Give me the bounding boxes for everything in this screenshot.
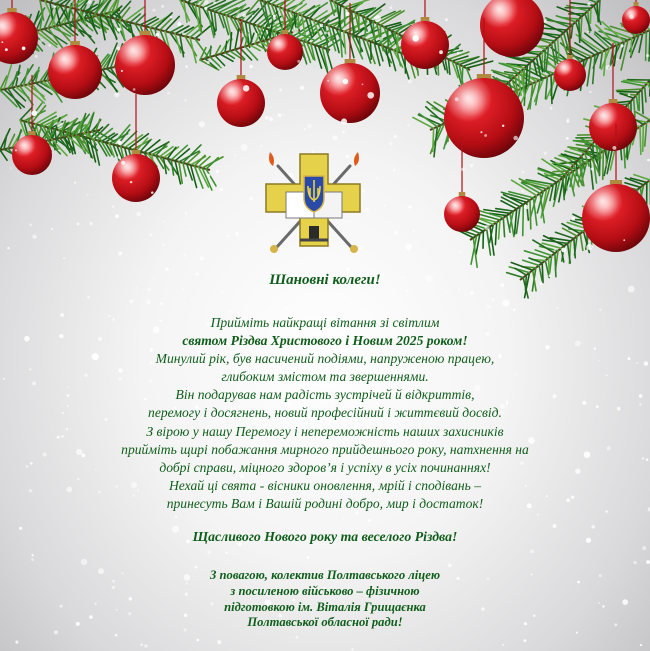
signature-line: підготовкою ім. Віталія Грищаєнка	[224, 599, 426, 614]
ornament-icon	[112, 94, 160, 202]
ornament-icon	[401, 0, 449, 69]
greeting-heading: Шановні колеги!	[269, 272, 381, 288]
signature-block	[0, 568, 650, 631]
signature-line: з посиленою військово – фізичною	[230, 583, 420, 598]
ornament-icon	[480, 0, 544, 57]
ornament-icon	[622, 0, 650, 34]
body-line: глибоким змістом та звершеннями.	[221, 369, 429, 385]
body-line: З вірою у нашу Перемогу і непереможність наших захисників	[146, 423, 504, 439]
body-line: прийміть щирі побажання мирного прийдешнього року, натхнення на	[121, 441, 529, 457]
body-line: Він подарував нам радість зустрічей й відкриттів,	[175, 387, 475, 403]
holiday-wish: Щасливого Нового року та веселого Різдва!	[192, 529, 458, 544]
signature-line: Полтавської обласної ради!	[247, 615, 403, 630]
body-line: перемогу і досягнень, новий професійний і життєвий досвід.	[148, 405, 502, 421]
ornament-icon	[0, 0, 38, 64]
military-lyceum-emblem-icon	[262, 148, 366, 256]
body-line: Нехай ці свята - вісники оновлення, мрій і сподівань –	[168, 477, 482, 493]
body-line: Минулий рік, був насичений подіями, напруженою працею,	[155, 351, 495, 367]
body-line: святом Різдва Христового і Новим 2025 роком!	[182, 333, 468, 349]
body-line: Прийміть найкращі вітання зі світлим	[210, 315, 440, 330]
signature-line: З повагою, колектив Полтавського ліцею	[209, 568, 441, 582]
greeting-body	[0, 314, 650, 513]
body-line: добрі справи, міцного здоров’я і успіху в усіх починаннях!	[159, 459, 491, 475]
body-line: принесуть Вам і Вашій родині добро, мир і достаток!	[166, 495, 484, 511]
